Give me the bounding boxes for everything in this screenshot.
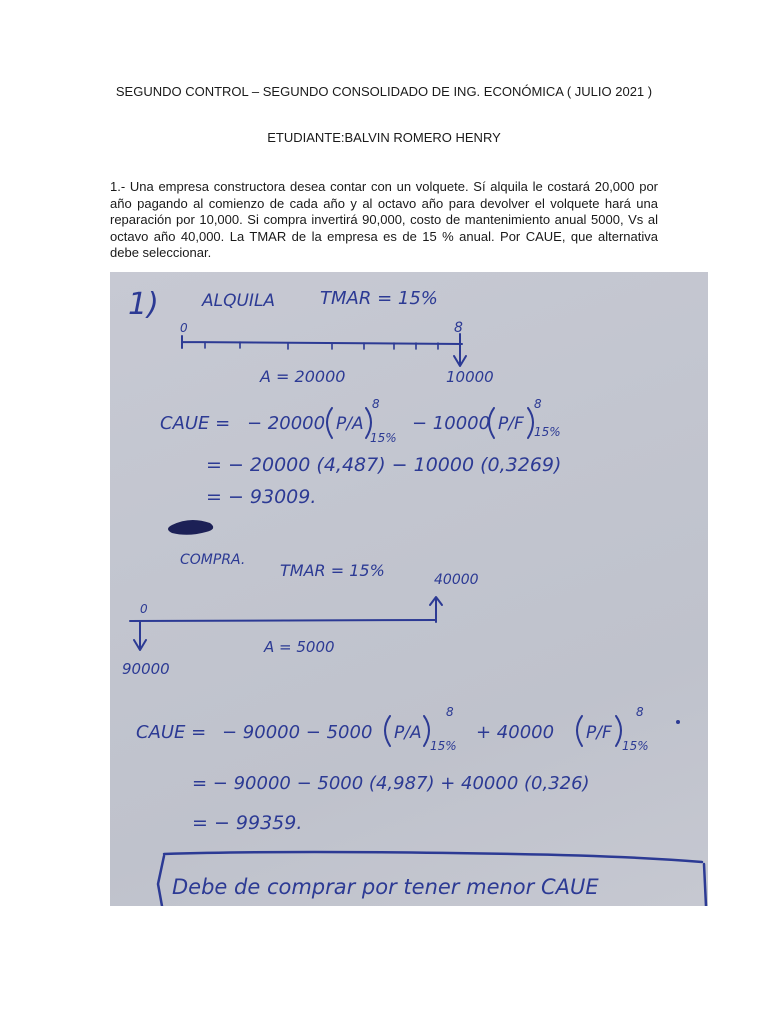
- buy-period-start: 0: [140, 602, 148, 616]
- rent-cash-flow-diagram: [182, 334, 466, 366]
- handwritten-solution: [110, 272, 708, 906]
- document-title: SEGUNDO CONTROL – SEGUNDO CONSOLIDADO DE ING. ECONÓMICA ( JULIO 2021 ): [115, 84, 653, 99]
- svg-text:8: 8: [534, 397, 542, 411]
- svg-text:P/A: P/A: [336, 414, 364, 434]
- rent-period-end: 8: [454, 320, 463, 336]
- svg-text:CAUE =: CAUE =: [160, 413, 231, 434]
- svg-text:8: 8: [372, 397, 380, 411]
- rent-equation-2: = − 20000 (4,487) − 10000 (0,3269): [206, 454, 562, 476]
- svg-text:P/F: P/F: [498, 414, 524, 434]
- rent-period-start: 0: [180, 321, 188, 335]
- svg-text:15%: 15%: [370, 431, 397, 445]
- buy-equation-1: [136, 705, 680, 753]
- svg-text:8: 8: [636, 705, 644, 719]
- svg-text:P/F: P/F: [586, 723, 612, 743]
- student-name: ETUDIANTE:BALVIN ROMERO HENRY: [267, 130, 501, 145]
- buy-equation-3: = − 99359.: [192, 812, 303, 834]
- buy-salvage-label: 40000: [434, 572, 479, 588]
- svg-text:− 20000: − 20000: [247, 413, 326, 434]
- buy-heading: COMPRA.: [180, 552, 246, 568]
- rent-equation-1: [160, 397, 561, 445]
- svg-text:15%: 15%: [622, 739, 649, 753]
- svg-text:15%: 15%: [534, 425, 561, 439]
- item-number: 1): [128, 287, 159, 322]
- ink-scribble: [168, 520, 213, 535]
- rent-repair-label: 10000: [446, 368, 494, 386]
- rent-annuity-label: A = 20000: [260, 367, 346, 386]
- rent-tmar: TMAR = 15%: [320, 288, 438, 309]
- svg-text:P/A: P/A: [394, 723, 422, 743]
- svg-text:8: 8: [446, 705, 454, 719]
- problem-statement: 1.- Una empresa constructora desea contar con un volquete. Sí alquila le costará 20,000 por año pagando al comienzo de cada año y al octavo año para devolver el volquete hará una reparación por 10,000. Si compra invertirá 90,000, costo de mantenimiento anual 5000, Vs al octavo año 40,000. La TMAR de la empresa es de 15 % anual. Por CAUE, que alternativa debe seleccionar.: [110, 179, 658, 260]
- svg-text:CAUE =: CAUE =: [136, 722, 207, 743]
- svg-text:− 90000 − 5000: − 90000 − 5000: [222, 722, 373, 743]
- handwritten-solution-photo: [110, 272, 708, 906]
- rent-heading: ALQUILA: [202, 291, 276, 311]
- rent-equation-3: = − 93009.: [206, 486, 317, 508]
- conclusion-text: Debe de comprar por tener menor CAUE: [172, 875, 599, 899]
- buy-investment-label: 90000: [122, 660, 170, 678]
- svg-text:+ 40000: + 40000: [476, 722, 555, 743]
- svg-text:15%: 15%: [430, 739, 457, 753]
- buy-tmar: TMAR = 15%: [280, 561, 385, 580]
- conclusion-box: [158, 852, 706, 906]
- buy-equation-2: = − 90000 − 5000 (4,987) + 40000 (0,326): [192, 773, 590, 794]
- svg-text:− 10000: − 10000: [412, 413, 491, 434]
- buy-annuity-label: A = 5000: [264, 638, 335, 656]
